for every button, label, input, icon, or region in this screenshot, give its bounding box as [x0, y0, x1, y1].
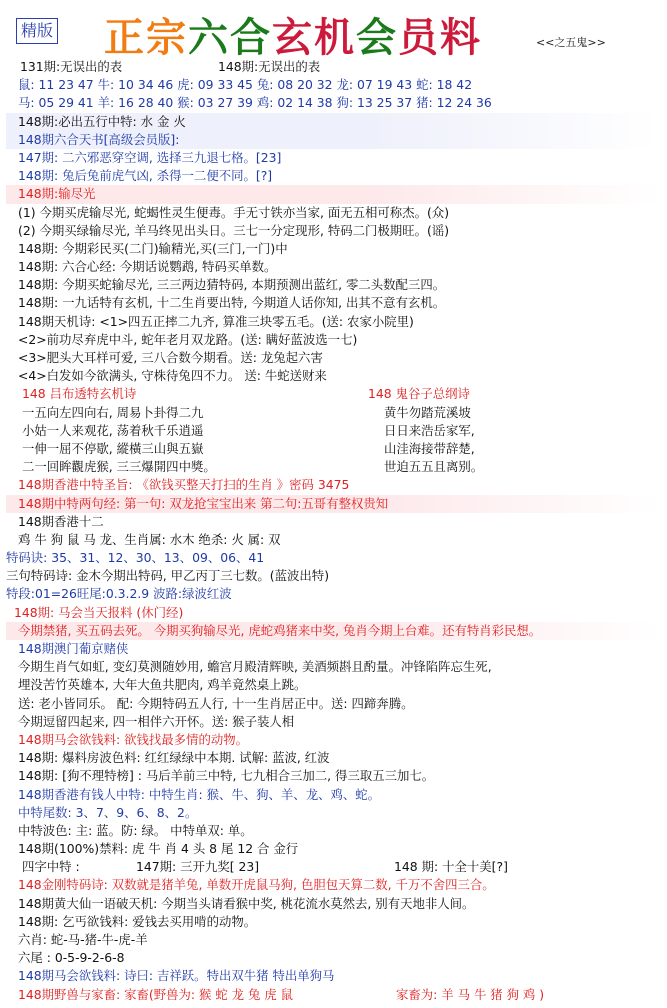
line-42: 中特波色: 主: 蓝。防: 绿。 中特单双: 单。: [18, 822, 253, 838]
lose-all-1: (1) 今期买虎输尽光, 蛇蝎性灵生便毒。手无寸铁亦当家, 面无五相可称杰。(众): [18, 204, 450, 220]
line-35: 送: 老小皆同乐。 配: 今期特码五人行, 十一生肖居正中。送: 四蹄奔腾。: [18, 695, 414, 711]
line-23: 148期香港中特圣旨: 《欲钱买整天打扫的生肖 》密码 3475: [18, 477, 350, 493]
table-label-131: 131期:无误出的表: [20, 59, 123, 74]
line-27: 特码诀: 35、31、12、30、13、09、06、41: [6, 550, 265, 566]
line-26: 鸡 牛 狗 鼠 马 龙、生肖属: 水木 绝杀: 火 属: 双: [18, 531, 281, 547]
title-part-2: 六合: [188, 14, 272, 61]
lose-all-heading: 148期:输尽光: [6, 185, 661, 203]
line-34: 埋没苦竹英雄本, 大年大鱼共肥肉, 鸡羊竟然桌上跳。: [18, 677, 307, 693]
poem-right-2: 日日来浩岳家军,: [384, 422, 475, 438]
line-46: 148期黄大仙一语破天机: 今期当头请看猴中奖, 桃花流水莫然去, 别有天地非人间。: [18, 895, 475, 911]
line-39: 148期: [狗不理特榜] : 马后羊前三中特, 七九相合三加二, 得三取五三加七。: [18, 768, 435, 784]
zodiac-row-1: 鼠: 11 23 47 牛: 10 34 46 虎: 09 33 45 兔: 08 20 32 龙: 07 19 43 蛇: 18 42: [18, 77, 473, 93]
line-25: 148期香港十二: [18, 513, 104, 529]
poem-row-1: [6, 404, 661, 422]
line-47: 148期: 乞丐欲钱料: 爱钱去买用啃的动物。: [18, 913, 257, 929]
poem-right-1: 黄牛勿踏荒溪坡: [384, 404, 471, 420]
line-14: 148期天机诗: <1>四五正摔二九齐, 算准三块零五毛。(送: 农家小院里): [18, 313, 414, 329]
title-part-3: 玄机: [272, 14, 356, 61]
line-29: 特段:01=26旺尾:0.3.2.9 波路:绿波红波: [6, 586, 232, 602]
line-37: 148期马会欲钱料: 欲钱找最多情的动物。: [18, 731, 249, 747]
line-17: <4>白发如今欲满头, 守株待兔四不力。 送: 牛蛇送财来: [18, 368, 327, 384]
line-12: 148期: 今期买蛇输尽光, 三三两边猜特码, 本期预测出蓝红, 零二头数配三四。: [18, 277, 446, 293]
edition-badge: 精版: [16, 18, 58, 44]
poem-heading-left: 148 吕布透特玄机诗: [22, 386, 137, 402]
line-13: 148期: 一九话特有玄机, 十二生肖要出特, 今期道人话你知, 出其不意有玄机。: [18, 295, 446, 311]
poem-left-3: 一伸一屈不停歇, 縱橫三山與五嶽: [22, 440, 204, 456]
four-char-label: 四字中特 :: [22, 859, 80, 875]
title-part-5: 员料: [398, 14, 482, 61]
content: [6, 58, 661, 1004]
line-24: 148期中特两句经: 第一句: 双龙抢宝宝出来 第二句:五哥有整权贵知: [6, 495, 661, 513]
line-11: 148期: 六合心经: 今期话说鹦鹉, 特码买单数。: [18, 259, 277, 275]
line-38: 148期: 爆料房波色料: 红红绿绿中本期. 试解: 蓝波, 红波: [18, 750, 330, 766]
line-33: 今期生肖气如虹, 变幻莫测随妙用, 蟾宫月殿清辉映, 美酒频斟且酌量。冲锋陷阵忘生死,: [18, 659, 492, 675]
four-char-147: 147期: 三开九奖[ 23]: [136, 859, 260, 875]
title-part-4: 会: [356, 14, 398, 61]
four-char-148: 148 期: 十全十美[?]: [394, 859, 508, 875]
line-10: 148期: 今期彩民买(二门)输精光,买(三门,一门)中: [18, 240, 288, 256]
five-elements-line: 148期:必出五行中特: 水 金 火: [6, 113, 661, 131]
tianshu-148: 148期: 兔后兔前虎气凶, 杀得一二便不同。[?]: [18, 168, 273, 184]
line-36: 今期逗留四起来, 四一相伴六开怀。送: 猴子装人相: [18, 713, 295, 729]
line-31: 今期禁猪, 买五码去死。 今期买狗输尽光, 虎蛇鸡猪来中奖, 兔肖今期上台难。还有特肖彩民想。: [6, 622, 661, 640]
line-16: <3>肥头大耳样可爱, 三八合数今期看。送: 龙兔起六害: [18, 350, 323, 365]
line-50: 148期马会欲钱料: 诗曰: 吉祥跃。特出双牛猪 特出单狗马: [18, 968, 335, 984]
title-part-1: 正宗: [104, 14, 188, 61]
table-header-row: [6, 58, 661, 76]
header: [0, 0, 667, 61]
line-45: 148金刚特码诗: 双数就是猪羊兔, 单数开虎鼠马狗, 色胆包天算二数, 千万不舍四三合。: [18, 877, 495, 893]
table-label-148: 148期:无误出的表: [218, 59, 321, 74]
line-32: 148期澳门葡京赌侠: [18, 641, 129, 656]
line-49: 六尾 : 0-5-9-2-6-8: [18, 950, 125, 966]
poem-heading-right: 148 鬼谷子总纲诗: [368, 386, 470, 402]
lose-all-2: (2) 今期买绿输尽光, 羊马终见出头日。三七一分定现形, 特码二门极期旺。(谣): [18, 222, 450, 238]
poem-left-4: 二一回眸觀虎猴, 三三爆開四中獎。: [22, 459, 216, 475]
line-30: 148期: 马会当天报料 (休门经): [14, 604, 184, 620]
line-15: <2>前功尽弃虎中斗, 蛇年老月双龙路。(送: 瞒好蓝波选一七): [18, 331, 358, 347]
poem-row-3: [6, 440, 661, 458]
line-43: 148期(100%)禁料: 虎 牛 肖 4 头 8 尾 12 合 金行: [18, 841, 299, 857]
poem-left-2: 小姑一人来观花, 荡着秋千乐逍遥: [22, 422, 204, 438]
zodiac-row-2: 马: 05 29 41 羊: 16 28 40 猴: 03 27 39 鸡: 02 14 38 狗: 13 25 37 猪: 12 24 36: [18, 95, 492, 111]
page-title: [104, 6, 482, 63]
poem-headings: [6, 385, 661, 403]
poem-right-3: 山洼海接带辞楚,: [384, 440, 475, 456]
poem-left-1: 一五向左四向右, 周易卜卦得二九: [22, 404, 204, 420]
subtitle: <<之五鬼>>: [536, 36, 606, 49]
line-28: 三句特码诗: 金木今期出特码, 甲乙丙丁三七数。(蓝波出特): [6, 568, 330, 584]
poem-right-4: 世迫五五且离别。: [384, 459, 484, 475]
poem-row-2: [6, 422, 661, 440]
line-41: 中特尾数: 3、7、9、6、8、2。: [18, 804, 198, 820]
line-48: 六肖: 蛇-马-猪-牛-虎-羊: [18, 932, 148, 947]
line-40: 148期香港有钱人中特: 中特生肖: 猴、牛、狗、羊、龙、鸡、蛇。: [18, 786, 381, 802]
beast-row: [6, 986, 661, 1004]
four-char-row: [6, 858, 661, 876]
tianshu-147: 147期: 二六邪恶穿空调, 选择三九退七格。[23]: [18, 149, 282, 165]
beast-left: 148期野兽与家畜: 家畜(野兽为: 猴 蛇 龙 兔 虎 鼠: [18, 986, 294, 1002]
beast-right: 家畜为: 羊 马 牛 猪 狗 鸡 ): [396, 986, 545, 1002]
tianshu-heading: 148期六合天书[高级会员版]:: [6, 131, 661, 149]
poem-row-4: [6, 458, 661, 476]
